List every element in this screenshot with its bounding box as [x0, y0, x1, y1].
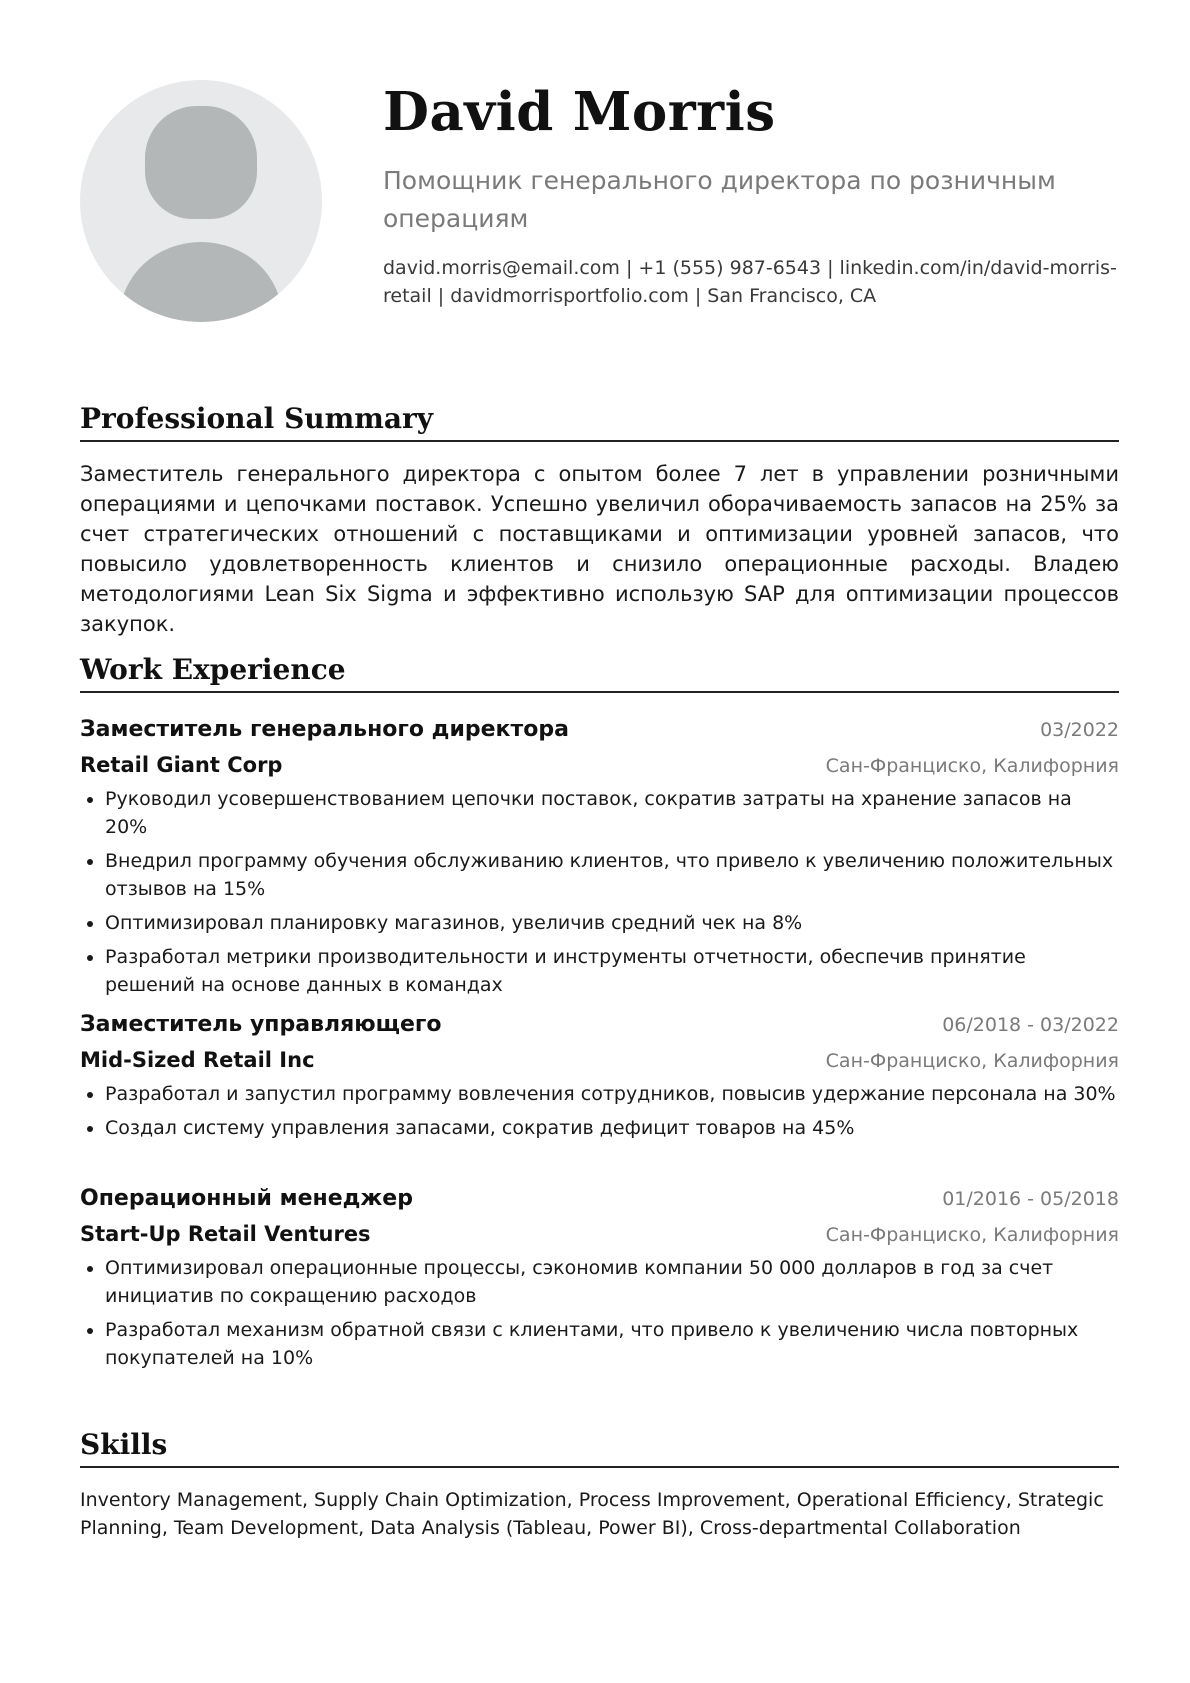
- section-heading: Work Experience: [80, 651, 1119, 693]
- job-date: 03/2022: [1040, 719, 1119, 741]
- job-location: Сан-Франциско, Калифорния: [825, 1224, 1119, 1246]
- job-entry: [80, 1007, 1119, 1148]
- bullet-item: Внедрил программу обучения обслуживанию клиентов, что привело к увеличению положительных отзывов на 15%: [80, 847, 1119, 903]
- avatar-head-shape: [145, 106, 257, 219]
- header: [383, 74, 1123, 310]
- bullet-item: Оптимизировал планировку магазинов, увеличив средний чек на 8%: [80, 909, 1119, 937]
- job-title: Операционный менеджер: [80, 1186, 413, 1211]
- job-location: Сан-Франциско, Калифорния: [825, 1050, 1119, 1072]
- user-avatar-placeholder-icon: [80, 80, 322, 322]
- job-bullets: [80, 1254, 1119, 1372]
- section-heading: Professional Summary: [80, 400, 1119, 442]
- bullet-item: Разработал метрики производительности и инструменты отчетности, обеспечив принятие решений на основе данных в командах: [80, 943, 1119, 999]
- job-entry: [80, 712, 1119, 1005]
- bullet-item: Оптимизировал операционные процессы, сэкономив компании 50 000 долларов в год за счет инициатив по сокращению расходов: [80, 1254, 1119, 1310]
- skills-text: Inventory Management, Supply Chain Optimization, Process Improvement, Operational Efficiency, Strategic Planning, Team Development, Data Analysis (Tableau, Power BI), Cross-departmental Collaboration: [80, 1489, 1104, 1539]
- bullet-item: Создал систему управления запасами, сократив дефицит товаров на 45%: [80, 1114, 1119, 1142]
- candidate-title: Помощник генерального директора по розничным операциям: [383, 166, 1056, 233]
- job-title: Заместитель управляющего: [80, 1012, 442, 1037]
- experience-section: [80, 651, 1119, 693]
- job-bullets: [80, 1080, 1119, 1142]
- job-company: Start-Up Retail Ventures: [80, 1222, 371, 1246]
- bullet-item: Разработал и запустил программу вовлечения сотрудников, повысив удержание персонала на 30%: [80, 1080, 1119, 1108]
- job-bullets: [80, 785, 1119, 999]
- skills-section: [80, 1426, 1119, 1542]
- job-company: Retail Giant Corp: [80, 753, 283, 777]
- job-date: 06/2018 - 03/2022: [942, 1014, 1119, 1036]
- job-date: 01/2016 - 05/2018: [942, 1188, 1119, 1210]
- summary-section: [80, 400, 1119, 639]
- contact-info: david.morris@email.com | +1 (555) 987-6543 | linkedin.com/in/david-morris-retail | davidmorrisportfolio.com | San Francisco, CA: [383, 257, 1117, 307]
- bullet-item: Разработал механизм обратной связи с клиентами, что привело к увеличению числа повторных покупателей на 10%: [80, 1316, 1119, 1372]
- candidate-name: David Morris: [383, 81, 776, 143]
- bullet-item: Руководил усовершенствованием цепочки поставок, сократив затраты на хранение запасов на 20%: [80, 785, 1119, 841]
- job-title: Заместитель генерального директора: [80, 717, 569, 742]
- summary-text: Заместитель генерального директора с опытом более 7 лет в управлении розничными операциями и цепочками поставок. Успешно увеличил оборачиваемость запасов на 25% за счет стратегических отношений с поставщиками и оптимизации уровней запасов, что повысило удовлетворенность клиентов и снизило операционные расходы. Владею методологиями Lean Six Sigma и эффективно использую SAP для оптимизации процессов закупок.: [80, 462, 1119, 636]
- job-company: Mid-Sized Retail Inc: [80, 1048, 315, 1072]
- avatar-body-shape: [120, 242, 282, 322]
- job-location: Сан-Франциско, Калифорния: [825, 755, 1119, 777]
- section-heading: Skills: [80, 1426, 1119, 1468]
- job-entry: [80, 1181, 1119, 1378]
